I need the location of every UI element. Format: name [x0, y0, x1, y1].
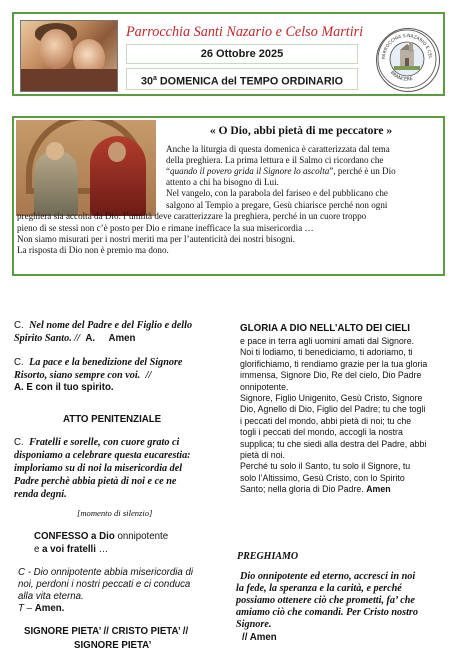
prayer-amen: // Amen [242, 632, 277, 643]
pharisee-and-publican-image [16, 120, 156, 216]
gloria-last-line: Santo; nella gloria di Dio Padre. Amen [240, 484, 391, 495]
gloria-line: i peccati del mondo, abbi pietà di noi; tu che [240, 415, 412, 426]
sign-of-cross-line-2: Spirito Santo. // A. Amen [14, 333, 136, 344]
gloria-line: Perché tu solo il Santo, tu solo il Signore, tu [240, 461, 411, 472]
prayer-title: PREGHIAMO [237, 551, 299, 562]
gloria-title: GLORIA A DIO NELL’ALTO DEI CIELI [240, 323, 410, 334]
silence-note: [momento di silenzio] [77, 508, 153, 518]
gloria-line: togli i peccati del mondo, accogli la nostra [240, 427, 403, 438]
seal-text-top: PARROCCHIA S.NAZARIO E CEL [381, 33, 433, 60]
reflection-line: pieno di se stessi non c’è posto per Dio e rimane inefficace la sua misericordia … [17, 223, 314, 233]
parish-seal-logo [376, 28, 440, 92]
saints-painting-image [20, 20, 118, 92]
confesso-line-1: CONFESSO a Dio onnipotente [34, 531, 169, 542]
reflection-title: « O Dio, abbi pietà di me peccatore » [209, 124, 393, 137]
reflection-line: attento a chi ha bisogno di Lui. [166, 177, 279, 187]
gloria-line: pietà di noi. [240, 450, 285, 461]
parish-name: Parrocchia Santi Nazario e Celso Martiri [126, 24, 364, 40]
greeting-response: A. E con il tuo spirito. [14, 382, 114, 393]
sign-of-cross-line-1: C. Nel nome del Padre e del Figlio e dello [14, 320, 193, 331]
prayer-line: Dio onnipotente ed eterno, accresci in noi [240, 571, 416, 582]
gloria-line: onnipotente. [240, 381, 289, 392]
penitential-invitation-line: renda degni. [14, 489, 67, 500]
reflection-line-quote: “quando il povero grida il Signore lo ascolta”, perché è un Dio [166, 166, 396, 176]
gloria-line: Signore, Figlio Unigenito, Gesù Cristo, Signore [240, 393, 423, 404]
absolution-line: alla vita eterna. [18, 591, 84, 602]
penitential-invitation-line: imploriamo su di noi la misericordia del [14, 463, 183, 474]
gloria-line: Dio, Agnello di Dio, Figlio del Padre; tu che togli [240, 404, 426, 415]
absolution-line: C - Dio onnipotente abbia misericordia di [18, 567, 194, 578]
gloria-line: supplica; tu che siedi alla destra del Padre, abbi [240, 438, 427, 449]
penitential-invitation-line: disponiamo a celebrare questa eucarestia: [14, 450, 191, 461]
bulletin-header [12, 12, 445, 96]
reflection-line: Nel vangelo, con la parabola del fariseo e del pubblicano che [166, 188, 388, 198]
reflection-line: La risposta di Dio non è premio ma dono. [17, 245, 169, 255]
kyrie-line-1: SIGNORE PIETA’ // CRISTO PIETA’ // [24, 626, 189, 637]
penitential-invitation-line: C. Fratelli e sorelle, con cuore grato ci [14, 437, 180, 448]
reflection-line: della preghiera. La prima lettura e il Salmo ci ricordano che [166, 155, 384, 165]
penitential-invitation-line: Padre perchè abbia pietà di noi e ce ne [14, 476, 177, 487]
gloria-line: immensa, Signore Dio, Re del cielo, Dio Padre [240, 370, 422, 381]
gloria-line: solo l’Altissimo, Gesù Cristo, con lo Spirito [240, 472, 405, 483]
liturgical-sunday: 30$^a$ DOMENICA del TEMPO ORDINARIO [126, 68, 358, 90]
reflection-line: salgono al Tempio a pregare, Gesù chiarisce perché non ogni [166, 200, 388, 210]
prayer-line: Signore. [236, 619, 272, 630]
prayer-line: la fede, la speranza e la carità, e perché [236, 583, 402, 594]
reflection-line: preghiera sia accolta da Dio: l’umiltà deve caratterizzare la preghiera, perché in un cuore troppo [17, 211, 367, 221]
confesso-line-2: e a voi fratelli … [34, 544, 109, 555]
gospel-reflection-box [12, 116, 445, 276]
gloria-text [240, 336, 427, 496]
gloria-line: Noi ti lodiamo, ti benediciamo, ti adoriamo, ti [240, 347, 413, 358]
penitential-act-title: ATTO PENITENZIALE [63, 414, 162, 425]
bulletin-date: 26 Ottobre 2025 [126, 44, 358, 64]
absolution-response: T – Amen. [18, 603, 65, 614]
reflection-line: Anche la liturgia di questa domenica è caratterizzata dal tema [166, 144, 390, 154]
seal-text-bottom: BRANCERE [388, 70, 414, 83]
prayer-line: possiamo ottenere ciò che prometti, fa’ che [236, 595, 415, 606]
prayer-line: amiamo ciò che comandi. Per Cristo nostro [236, 607, 418, 618]
gloria-line: glorifichiamo, ti rendiamo grazie per la tua gloria [240, 358, 428, 369]
absolution-line: noi, perdoni i nostri peccati e ci conduca [18, 579, 191, 590]
greeting-line-2: Risorto, siano sempre con voi. // [14, 370, 152, 381]
reflection-line: Non siamo misurati per i nostri meriti ma per l’autenticità dei nostri bisogni. [17, 234, 296, 244]
gloria-line: e pace in terra agli uomini amati dal Signore. [240, 336, 415, 346]
kyrie-line-2: SIGNORE PIETA’ [74, 640, 152, 651]
greeting-line-1: C. La pace e la benedizione del Signore [14, 357, 183, 368]
